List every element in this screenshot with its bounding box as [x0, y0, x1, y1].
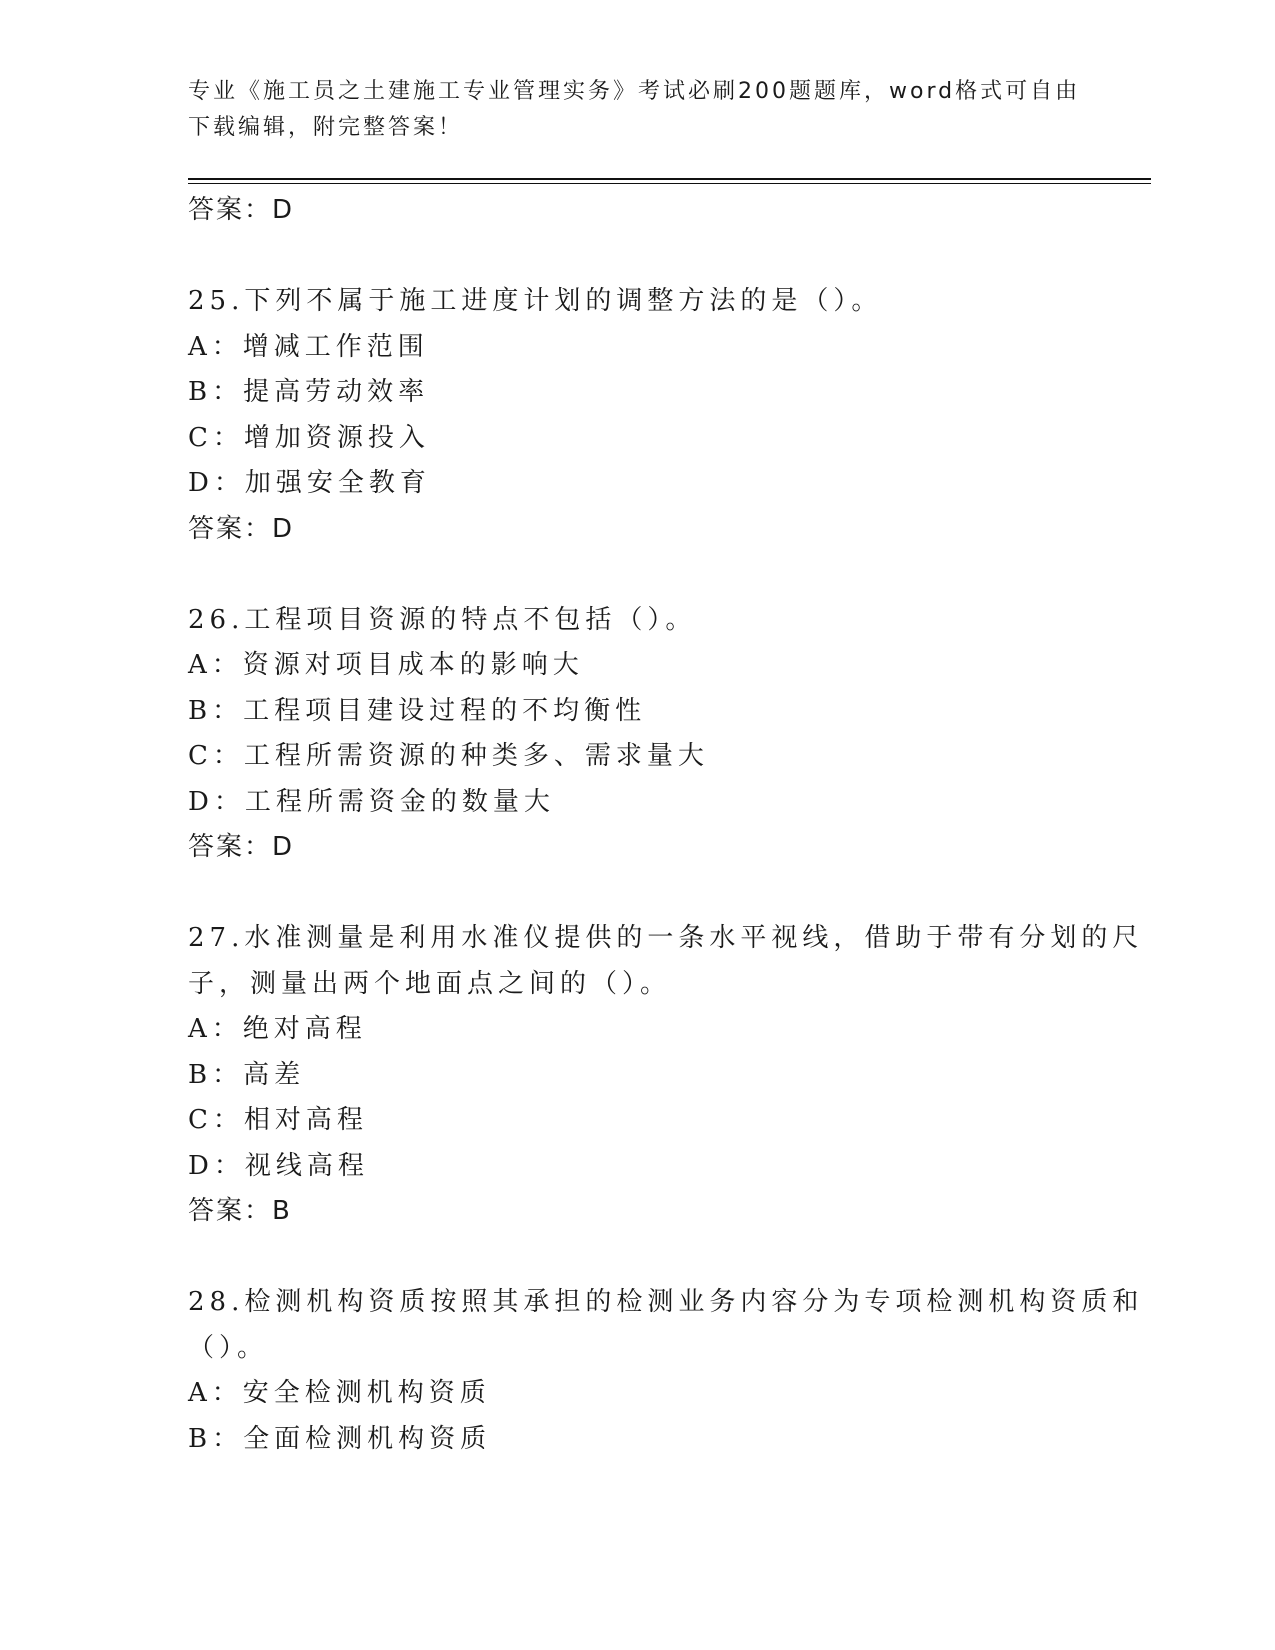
question-stem-line-1: 27.水准测量是利用水准仪提供的一条水平视线，借助于带有分划的尺 — [188, 923, 1144, 953]
question-stem: 26.工程项目资源的特点不包括（）。 — [188, 604, 697, 635]
answer-line: 答案：D — [188, 513, 295, 544]
option-b: B：工程项目建设过程的不均衡性 — [188, 695, 647, 726]
option-a: A：安全检测机构资质 — [188, 1378, 491, 1408]
header-line-2: 下载编辑，附完整答案！ — [188, 115, 464, 140]
option-c: C：工程所需资源的种类多、需求量大 — [188, 741, 709, 771]
spacer — [188, 234, 1088, 280]
question-stem-line-2: 子，测量出两个地面点之间的（）。 — [188, 968, 672, 999]
answer-line: 答案：B — [188, 1196, 292, 1226]
option-a: A：资源对项目成本的影响大 — [188, 650, 584, 680]
question-stem: 25.下列不属于施工进度计划的调整方法的是（）。 — [188, 286, 883, 316]
answer-line: 答案：D — [188, 832, 295, 862]
question-stem-line-2: （）。 — [188, 1332, 269, 1363]
option-a: A：增减工作范围 — [188, 331, 429, 362]
option-c: C：增加资源投入 — [188, 422, 430, 453]
header-divider-thin — [188, 183, 1151, 184]
option-b: B：高差 — [188, 1059, 306, 1090]
question-content — [188, 188, 1144, 1462]
option-b: B：提高劳动效率 — [188, 377, 430, 407]
spacer — [188, 1235, 1088, 1281]
option-d: D：视线高程 — [188, 1150, 369, 1181]
question-26 — [188, 598, 1088, 871]
option-d: D：加强安全教育 — [188, 468, 431, 498]
question-25 — [188, 279, 1088, 552]
previous-answer: 答案：D — [188, 195, 295, 225]
question-28 — [188, 1280, 1144, 1462]
spacer — [188, 871, 1088, 917]
page-header — [188, 74, 1088, 146]
option-c: C：相对高程 — [188, 1105, 368, 1135]
question-stem-line-1: 28.检测机构资质按照其承担的检测业务内容分为专项检测机构资质和 — [188, 1287, 1144, 1317]
option-d: D：工程所需资金的数量大 — [188, 786, 555, 817]
option-b: B：全面检测机构资质 — [188, 1423, 492, 1454]
header-divider-thick — [188, 178, 1151, 180]
option-a: A：绝对高程 — [188, 1014, 367, 1044]
header-line-1: 专业《施工员之土建施工专业管理实务》考试必刷200题题库，word格式可自由 — [188, 79, 1081, 104]
spacer — [188, 552, 1088, 598]
question-27 — [188, 916, 1144, 1235]
